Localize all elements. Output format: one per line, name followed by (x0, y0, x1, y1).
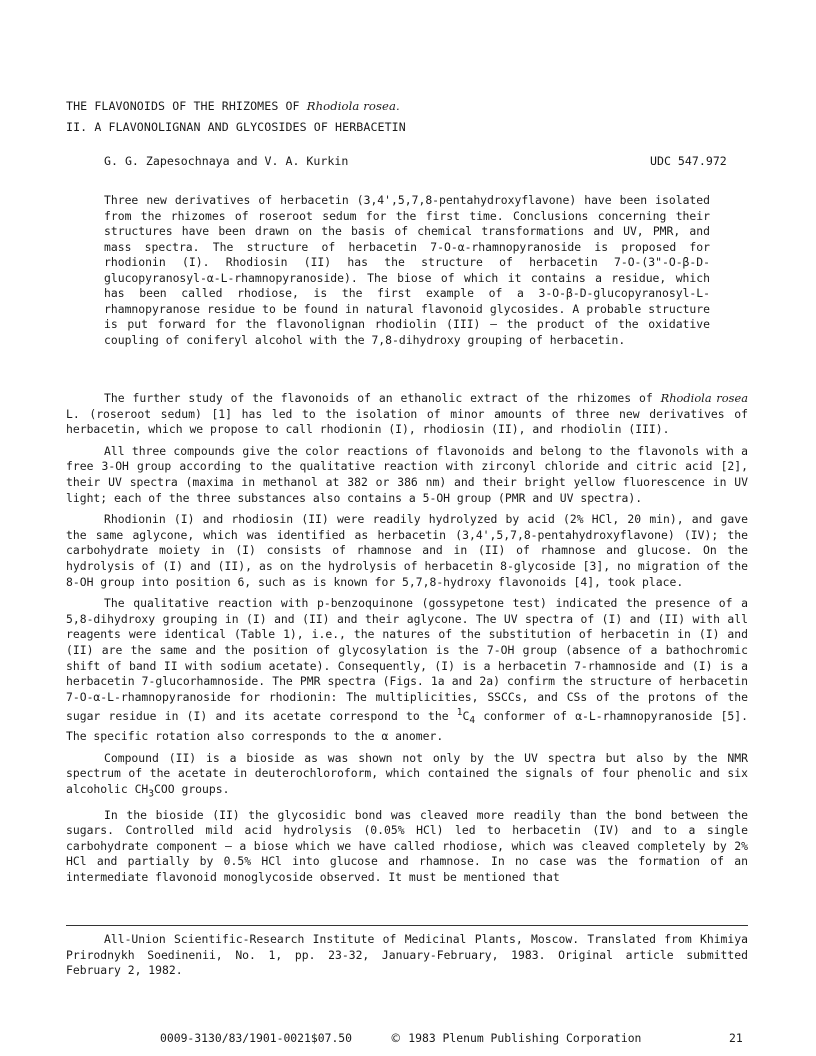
body-text (66, 391, 748, 892)
journal-code: 0009-3130/83/1901-0021$07.50 (160, 1031, 353, 1045)
paragraph-1 (66, 391, 748, 438)
article-title-line2: II. A FLAVONOLIGNAN AND GLYCOSIDES OF HERBACETIN (66, 120, 406, 134)
p4-part2: conformer of α-L-rhamnopyranoside [5]. The specific rotation also corresponds to the α anomer. (66, 709, 748, 743)
p1-prefix: The further study of the flavonoids of an ethanolic extract of the rhizomes of (104, 391, 661, 405)
authors: G. G. Zapesochnaya and V. A. Kurkin (104, 154, 349, 168)
udc-code: UDC 547.972 (650, 154, 727, 168)
paragraph-2: All three compounds give the color reactions of flavonoids and belong to the flavonols with a free 3-OH group according to the qualitative reaction with zirconyl chloride and citric acid [2], their UV spectra (maxima in methanol at 382 or 386 nm) and their bright yellow fluorescence in UV light; each of the three substances also contains a 5-OH group (PMR and UV spectra). (66, 443, 748, 505)
p4-superscript: 1 (456, 707, 463, 719)
page-number: 21 (729, 1031, 743, 1045)
footnote-divider (66, 925, 748, 926)
paragraph-6: In the bioside (II) the glycosidic bond was cleaved more readily than the bond between the sugars. Controlled mild acid hydrolysis (0.05% HCl) led to herbacetin (IV) and to a single carbohydrate component — a biose which we have called rhodiose, which was cleaved completely by 2% HCl and partially by 0.5% HCl into glucose and rhamnose. In no case was the formation of an intermediate flavonoid monoglycoside observed. It must be mentioned that (66, 807, 748, 884)
p4-subscript: 4 (469, 715, 476, 727)
copyright-icon: © (390, 1031, 402, 1045)
paragraph-4 (66, 596, 748, 744)
paragraph-5 (66, 751, 748, 802)
p4-conformer: C (462, 709, 470, 724)
p5-subscript: 3 (148, 788, 155, 800)
copyright (390, 1031, 641, 1045)
p5-part1: Compound (II) is a bioside as was shown not only by the UV spectra but also by the NMR spectrum of the acetate in deuterochloroform, which contained the signals of four phenolic and six alcoholic CH (66, 750, 748, 796)
p1-suffix: L. (roseroot sedum) [1] has led to the isolation of minor amounts of three new derivatives of herbacetin, which we propose to call rhodionin (I), rhodiosin (II), and rhodiolin (III). (66, 406, 748, 437)
paragraph-3: Rhodionin (I) and rhodiosin (II) were readily hydrolyzed by acid (2% HCl, 20 min), and gave the same aglycone, which was identified as herbacetin (3,4',5,7,8-pentahydroxyflavone) (IV); the carbohydrate moiety in (I) consists of rhamnose and in (II) of rhamnose and glucose. On the hydrolysis of (I) and (II), as on the hydrolysis of herbacetin 8-glycoside [3], no migration of the 8-OH group into position 6, such as is known for 5,7,8-hydroxy flavonoids [4], took place. (66, 512, 748, 589)
title-prefix: THE FLAVONOIDS OF THE RHIZOMES OF (66, 99, 307, 113)
footnote (66, 932, 748, 979)
copyright-text: 1983 Plenum Publishing Corporation (408, 1031, 642, 1045)
p5-part2: COO groups. (154, 781, 230, 796)
p1-species-italic: Rhodiola rosea (660, 391, 748, 405)
p4-part1: The qualitative reaction with p-benzoquinone (gossypetone test) indicated the presence of a 5,8-dihydroxy grouping in (I) and (II) and their aglycone. The UV spectra of (I) and (II) with all reagents were identical (Table 1), i.e., the natures of the substitution of herbacetin in (I) and (II) are the same and the position of glycosylation is the 7-OH group (absence of a bathochromic shift of band II with sodium acetate). Consequently, (I) is a herbacetin 7-rhamnoside and (I) is a herbacetin 7-glucorhamnoside. The PMR spectra (Figs. 1a and 2a) confirm the structure of herbacetin 7-O-α-L-rhamnopyranoside for rhodionin: The multiplicities, SSCCs, and CSs of the protons of the sugar residue in (I) and its acetate correspond to the (66, 596, 748, 724)
abstract (104, 193, 710, 348)
title-species-italic: Rhodiola rosea. (306, 99, 400, 113)
footnote-text: All-Union Scientific-Research Institute of Medicinal Plants, Moscow. Translated from Khimiya Prirodnykh Soedinenii, No. 1, pp. 23-32, January-February, 1983. Original article submitted February 2, 1982. (66, 932, 748, 977)
abstract-text: Three new derivatives of herbacetin (3,4',5,7,8-pentahydroxyflavone) have been isolated from the rhizomes of roseroot sedum for the first time. Conclusions concerning their structures have been drawn on the basis of chemical transformations and UV, PMR, and mass spectra. The structure of herbacetin 7-O-α-rhamnopyranoside is proposed for rhodionin (I). Rhodiosin (II) has the structure of herbacetin 7-O-(3"-O-β-D-glucopyranosyl-α-L-rhamnopyranoside). The biose of which it contains a residue, which has been called rhodiose, is the first example of a 3-O-β-D-glucopyranosyl-L-rhamnopyranose residue to be found in natural flavonoid glycosides. A probable structure is put forward for the flavonolignan rhodiolin (III) — the product of the oxidative coupling of coniferyl alcohol with the 7,8-dihydroxy grouping of herbacetin. (104, 193, 710, 347)
article-title-line1 (66, 99, 400, 113)
